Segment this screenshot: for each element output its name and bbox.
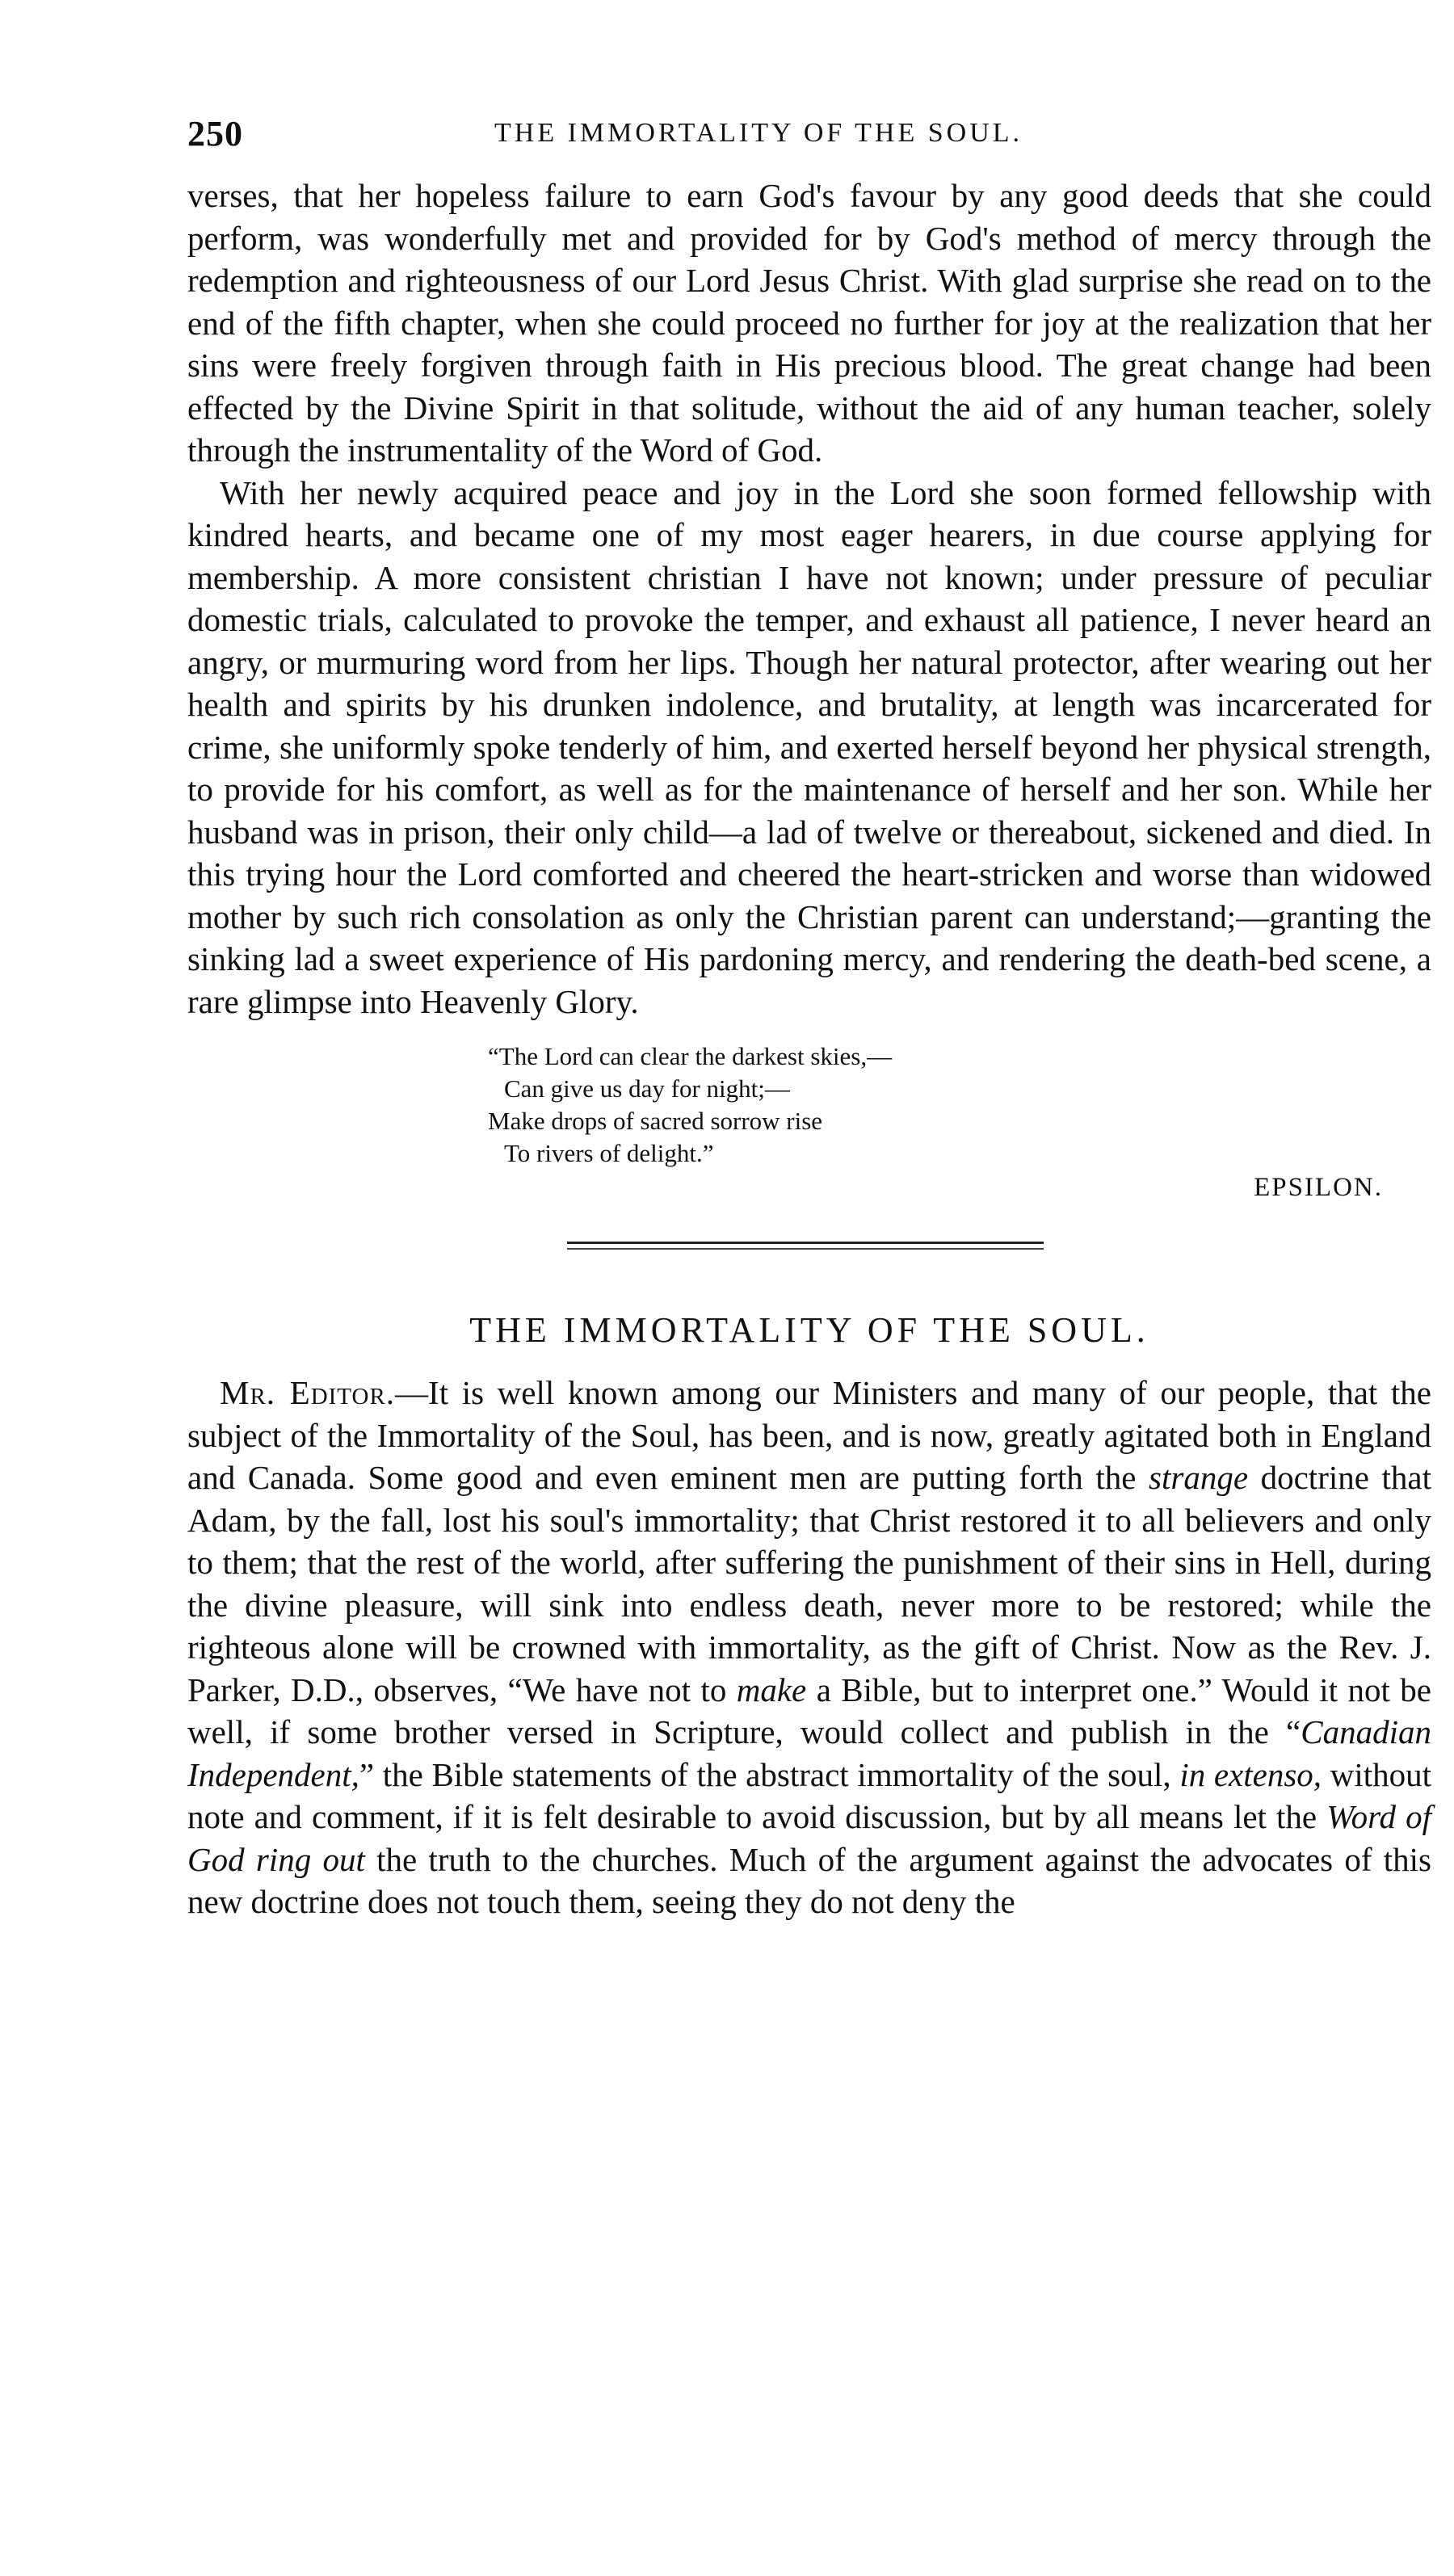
article-title: THE IMMORTALITY OF THE SOUL. bbox=[469, 1310, 1149, 1350]
book-page bbox=[187, 113, 1431, 1923]
divider-rule bbox=[567, 1242, 1044, 1244]
emphasis-text: make bbox=[736, 1670, 807, 1708]
body-text: without note and comment, if it is felt desirable to avoid discussion, but by all means let the bbox=[187, 1755, 1431, 1835]
verse-quotation bbox=[488, 1040, 1431, 1170]
body-text: a Bible, but to interpret one.” Would it not be well, if some brother versed in Scripture, would collect and publish in the “ bbox=[187, 1670, 1432, 1750]
emphasis-text: Canadian Independent, bbox=[187, 1713, 1431, 1793]
body-text: the truth to the churches. Much of the argument against the advocates of this new doctrine does not touch them, seeing they do not deny the bbox=[187, 1840, 1431, 1920]
verse-line: “The Lord can clear the darkest skies,— bbox=[488, 1042, 893, 1070]
emphasis-text: in extenso, bbox=[1179, 1755, 1322, 1793]
body-text: doctrine that Adam, by the fall, lost his soul's immortality; that Christ restored it to all believers and only to them; that the rest of the world, after suffering the punishment of their sins in Hell, during the divine pleasure, will sink into endless death, never more to be restored; while the righteous alone will be crowned with immortality, as the gift of Christ. Now as the Rev. J. Parker, D.D., observes, “We have not to bbox=[187, 1459, 1432, 1708]
body-text: —It is well known among our Ministers and many of our people, that the subject of the Immortality of the Soul, has been, and is now, greatly agitated both in England and Canada. Some good and even eminent men are putting forth the bbox=[187, 1374, 1432, 1496]
first-article bbox=[187, 174, 1431, 1203]
page-number: 250 bbox=[187, 114, 243, 153]
article-body bbox=[187, 1372, 1431, 1923]
second-article bbox=[187, 1309, 1431, 1923]
paragraph-1: verses, that her hopeless failure to earn God's favour by any good deeds that she could perform, was wonderfully met and provided for by God's method of mercy through the redemption and righteousness of our Lord Jesus Christ. With glad surprise she read on to the end of the fifth chapter, when she could proceed no further for joy at the realization that her sins were freely forgiven through faith in His precious blood. The great change had been effected by the Divine Spirit in that solitude, without the aid of any human teacher, solely through the instrumentality of the Word of God. bbox=[187, 177, 1431, 469]
emphasis-text: Word of God ring out bbox=[187, 1798, 1432, 1878]
verse-line: Can give us day for night;— bbox=[504, 1074, 790, 1103]
signature: EPSILON. bbox=[1254, 1173, 1383, 1202]
salutation: Mr. Editor. bbox=[220, 1374, 396, 1411]
body-text: ” the Bible statements of the abstract immortality of the soul, bbox=[359, 1755, 1180, 1793]
verse-line: Make drops of sacred sorrow rise bbox=[488, 1107, 823, 1135]
section-divider bbox=[567, 1242, 1044, 1250]
running-header bbox=[187, 113, 1431, 174]
verse-line: To rivers of delight.” bbox=[504, 1139, 714, 1167]
divider-rule bbox=[567, 1248, 1044, 1250]
running-title: THE IMMORTALITY OF THE SOUL. bbox=[494, 118, 1023, 148]
emphasis-text: strange bbox=[1149, 1459, 1249, 1496]
paragraph-2: With her newly acquired peace and joy in the Lord she soon formed fellowship with kindred hearts, and became one of my most eager hearers, in due course applying for membership. A more consistent christian I have not known; under pressure of peculiar domestic trials, calculated to provoke the temper, and exhaust all patience, I never heard an angry, or murmuring word from her lips. Though her natural protector, after wearing out her health and spirits by his drunken indolence, and brutality, at length was incarcerated for crime, she uniformly spoke tenderly of him, and exerted herself beyond her physical strength, to provide for his comfort, as well as for the maintenance of herself and her son. While her husband was in prison, their only child—a lad of twelve or thereabout, sickened and died. In this trying hour the Lord comforted and cheered the heart-stricken and worse than widowed mother by such rich consolation as only the Christian parent can understand;—granting the sinking lad a sweet experience of His pardoning mercy, and rendering the death-bed scene, a rare glimpse into Heavenly Glory. bbox=[187, 473, 1431, 1020]
